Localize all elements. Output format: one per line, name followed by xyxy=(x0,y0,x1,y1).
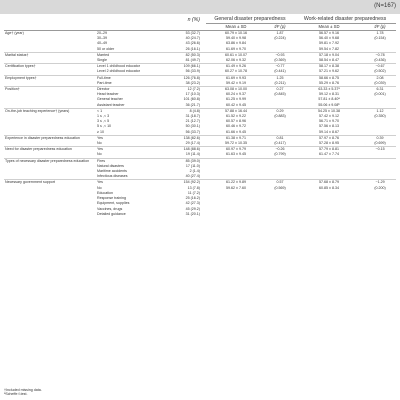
category-cell: Yes xyxy=(96,135,166,141)
work-tf-header: t/F (p) xyxy=(364,24,396,31)
general-tf-cell: −0.93 xyxy=(266,52,294,58)
work-tf-cell: (0.039) xyxy=(374,80,386,85)
work-tf-cell: 6.31 xyxy=(364,87,396,93)
general-mean-cell: 60.97 ± 9.79 xyxy=(206,147,266,153)
general-mean-cell: 62.06 ± 9.32 xyxy=(226,58,246,63)
work-mean-cell: 60.85 ± 8.34 xyxy=(319,185,339,190)
work-mean-cell: 55.06 ± 9.08ᵇ xyxy=(318,102,340,107)
general-mean-cell: 63.86 ± 9.84 xyxy=(226,41,246,46)
category-cell: 1 ≤ ,< 3 xyxy=(97,114,110,119)
col-n-pct-header: n (%) xyxy=(187,16,200,23)
category-cell: Equipment, supplies xyxy=(97,201,130,206)
n-pct-cell: 42 (27.3) xyxy=(185,201,200,206)
general-mean-cell: 61.63 ± 9.45 xyxy=(226,152,246,157)
variable-cell: Marital status† xyxy=(4,52,96,58)
work-mean-cell: 57.97 ± 8.76 xyxy=(294,135,364,141)
category-cell: No xyxy=(97,185,102,190)
category-cell: Level 1 childhood educator xyxy=(96,64,166,70)
general-mean-cell: 61.69 ± 9.70 xyxy=(226,46,246,51)
category-cell: 50 or older xyxy=(97,46,115,51)
work-mean-cell: 59.12 ± 8.31 xyxy=(319,92,339,97)
work-mean-cell: 55.29 ± 8.76 xyxy=(319,80,339,85)
general-mean-cell: 60.46 ± 9.72 xyxy=(226,124,246,129)
work-mean-cell: 57.21 ± 9.62 xyxy=(319,69,339,74)
category-cell: Full-time xyxy=(96,75,166,81)
work-tf-cell: (0.001) xyxy=(374,92,386,97)
work-tf-cell: (0.699) xyxy=(374,141,386,146)
general-tf-cell xyxy=(266,212,294,217)
category-cell: Level 2 childhood educator xyxy=(97,69,140,74)
n-pct-cell: 138 (82.6) xyxy=(166,135,206,141)
general-mean-cell: 60.57 ± 8.96 xyxy=(226,119,246,124)
n-pct-cell: 29 (17.4) xyxy=(185,141,200,146)
general-mean-cell: 59.42 ± 9.19 xyxy=(226,80,246,85)
general-mean-cell: 60.27 ± 10.78 xyxy=(225,69,247,74)
category-cell: Detailed guidance xyxy=(97,211,126,216)
variable-cell: Experience in disaster preparedness education xyxy=(4,135,96,141)
work-mean-cell: 59.14 ± 8.67 xyxy=(319,129,339,134)
n-pct-cell: 148 (88.6) xyxy=(166,147,206,153)
n-pct-cell: 2 (1.4) xyxy=(189,169,200,174)
work-mean-cell: 57.18 ± 9.04 xyxy=(294,52,364,58)
general-mean-cell: 59.72 ± 10.35 xyxy=(225,141,247,146)
work-tf-cell: (0.200) xyxy=(374,185,386,190)
category-cell: Married xyxy=(96,52,166,58)
n-pct-cell: 40 (24.7) xyxy=(185,36,200,41)
general-tf-cell: 1.25 xyxy=(266,75,294,81)
work-mean-cell: 58.66 ± 8.75 xyxy=(294,75,364,81)
n-pct-cell: 56 (33.7) xyxy=(185,129,200,134)
general-mean-cell: 60.79 ± 10.16 xyxy=(206,31,266,37)
general-tf-cell: (0.224) xyxy=(274,36,286,41)
n-pct-cell: 38 (23.2) xyxy=(185,80,200,85)
col-category-header xyxy=(96,16,166,24)
general-tf-cell: (0.845) xyxy=(274,92,286,97)
general-mean-sd-header: Mean ± SD xyxy=(206,24,266,31)
work-mean-cell: 57.81 ± 8.40ᵃ xyxy=(318,97,340,102)
general-tf-cell: 0.57 xyxy=(266,180,294,186)
n-pct-cell: 109 (66.1) xyxy=(166,64,206,70)
n-pct-cell: 8 (4.8) xyxy=(166,108,206,114)
work-mean-cell: 58.54 ± 8.47 xyxy=(319,58,339,63)
work-tf-cell: −0.15 xyxy=(364,147,396,153)
category-cell: Vaccines, drugs xyxy=(97,206,123,211)
group-work-header: Work-related disaster preparedness xyxy=(303,16,387,22)
work-mean-cell: 57.28 ± 8.95 xyxy=(319,141,339,146)
n-pct-cell: 154 (92.2) xyxy=(166,180,206,186)
n-pct-cell: 53 (32.7) xyxy=(166,31,206,37)
category-cell: Response training xyxy=(97,196,126,201)
n-pct-cell: 43 (26.6) xyxy=(185,41,200,46)
work-tf-cell: (0.350) xyxy=(374,114,386,119)
n-pct-cell: 26 (16.1) xyxy=(185,46,200,51)
n-pct-cell: 13 (7.8) xyxy=(187,185,200,190)
general-tf-cell: −0.26 xyxy=(266,147,294,153)
work-tf-cell: 2.08 xyxy=(364,75,396,81)
n-pct-cell: 40 (27.4) xyxy=(185,174,200,179)
category-cell: Yes xyxy=(96,180,166,186)
variable-cell xyxy=(4,212,96,217)
general-mean-cell: 61.49 ± 9.26 xyxy=(206,64,266,70)
variable-cell: Types of necessary disaster preparedness education xyxy=(4,158,96,164)
general-tf-cell: 0.27 xyxy=(266,87,294,93)
category-cell: ≥ 10 xyxy=(97,129,104,134)
category-cell: General teacher xyxy=(97,97,123,102)
n-pct-cell: 56 (33.9) xyxy=(185,69,200,74)
category-cell: Single xyxy=(97,58,107,63)
variable-cell: Age† (year) xyxy=(4,31,96,37)
variable-cell: Position† xyxy=(4,87,96,93)
general-tf-cell: −0.77 xyxy=(266,64,294,70)
general-mean-cell: 63.08 ± 10.00 xyxy=(206,87,266,93)
col-variable-header xyxy=(4,16,96,24)
general-tf-cell: (0.883) xyxy=(274,114,286,119)
work-tf-cell: 0.39 xyxy=(364,135,396,141)
n-pct-cell: 11 (7.2) xyxy=(187,190,200,195)
footnote-missing: †Included missing data. xyxy=(4,388,42,392)
general-mean-cell: 61.25 ± 9.99 xyxy=(226,97,246,102)
category-cell: 20–29 xyxy=(96,31,166,37)
n-pct-cell: 12 (7.2) xyxy=(166,87,206,93)
category-cell: Assistant teacher xyxy=(97,102,125,107)
work-mean-cell: 63.33 ± 5.37ᵃ xyxy=(294,87,364,93)
work-mean-cell: 57.56 ± 8.13 xyxy=(319,124,339,129)
work-tf-cell: −0.67 xyxy=(364,64,396,70)
work-tf-cell: 1.12 xyxy=(364,108,396,114)
general-tf-cell: (0.211) xyxy=(274,80,286,85)
work-mean-cell: 57.68 ± 8.79 xyxy=(294,180,364,186)
general-tf-cell: (0.569) xyxy=(274,185,286,190)
work-mean-cell: 59.81 ± 7.92 xyxy=(319,41,339,46)
general-mean-cell: 59.40 ± 9.98 xyxy=(226,36,246,41)
work-mean-cell: 61.47 ± 7.74 xyxy=(319,152,339,157)
category-cell: Head teacher xyxy=(97,92,119,97)
work-mean-cell: 54.25 ± 10.38 xyxy=(294,108,364,114)
category-cell: 5 ≤ ,< 10 xyxy=(97,124,112,129)
general-mean-cell: 60.61 ± 10.07 xyxy=(206,52,266,58)
n-pct-cell: 31 (20.1) xyxy=(185,211,200,216)
work-tf-cell: 1.78 xyxy=(364,31,396,37)
category-cell: Fires xyxy=(96,158,166,164)
general-mean-cell xyxy=(206,212,266,217)
category-cell: Natural disasters xyxy=(97,163,124,168)
n-pct-cell: 82 (50.3) xyxy=(166,52,206,58)
general-tf-header: t/F (p) xyxy=(266,24,294,31)
n-pct-cell: 17 (11.0) xyxy=(185,163,200,168)
category-cell: No xyxy=(97,141,102,146)
work-tf-cell: −1.29 xyxy=(364,180,396,186)
n-pct-cell: 25 (16.2) xyxy=(185,196,200,201)
variable-cell: Need for disaster preparedness education xyxy=(4,147,96,153)
category-cell: Part-time xyxy=(97,80,112,85)
work-mean-cell: 57.42 ± 9.12 xyxy=(319,114,339,119)
sample-size-label: (N=167) xyxy=(374,3,396,9)
category-cell: 30–39 xyxy=(97,36,107,41)
general-mean-cell: 57.88 ± 16.44 xyxy=(206,108,266,114)
category-cell: Education xyxy=(97,190,113,195)
work-mean-cell: 56.71 ± 9.70 xyxy=(319,119,339,124)
general-tf-cell: 0.29 xyxy=(266,108,294,114)
category-cell: 3 ≤ ,< 5 xyxy=(97,119,110,124)
work-mean-cell: 56.40 ± 9.68 xyxy=(319,36,339,41)
n-pct-cell: 45 (29.2) xyxy=(185,206,200,211)
table-row xyxy=(4,212,396,217)
work-tf-cell: −0.78 xyxy=(364,52,396,58)
work-mean-sd-header: Mean ± SD xyxy=(294,24,364,31)
work-tf-cell: (0.436) xyxy=(374,58,386,63)
work-tf-cell: (0.502) xyxy=(374,69,386,74)
work-mean-cell: 56.57 ± 9.16 xyxy=(294,31,364,37)
work-tf-cell xyxy=(364,212,396,217)
n-pct-cell: 50 (30.1) xyxy=(185,124,200,129)
general-tf-cell: (0.441) xyxy=(274,69,286,74)
general-mean-cell: 61.52 ± 9.22 xyxy=(226,114,246,119)
general-mean-cell: 59.62 ± 7.60 xyxy=(226,185,246,190)
work-mean-cell xyxy=(294,212,364,217)
general-tf-cell: (0.799) xyxy=(274,152,286,157)
footnotes xyxy=(4,388,42,397)
work-tf-cell: (0.154) xyxy=(374,36,386,41)
n-pct-cell: 101 (60.8) xyxy=(183,97,200,102)
category-cell: < 1 xyxy=(96,108,166,114)
n-pct-cell: 17 (10.3) xyxy=(185,92,200,97)
category-cell: Yes xyxy=(96,147,166,153)
results-table xyxy=(4,16,396,217)
general-tf-cell: 0.81 xyxy=(266,135,294,141)
general-mean-cell: 61.69 ± 9.93 xyxy=(206,75,266,81)
variable-cell: Employment types† xyxy=(4,75,96,81)
n-pct-cell: 81 (49.7) xyxy=(185,58,200,63)
n-pct-cell: 85 (39.0) xyxy=(166,158,206,164)
category-cell: Maritime accidents xyxy=(97,169,127,174)
table-body xyxy=(4,31,396,217)
general-tf-cell: (0.369) xyxy=(274,58,286,63)
work-mean-cell: 59.54 ± 7.82 xyxy=(319,46,339,51)
work-mean-cell: 57.79 ± 8.81 xyxy=(294,147,364,153)
group-general-header: General disaster preparedness xyxy=(214,16,286,22)
n-pct-cell: 36 (21.7) xyxy=(185,102,200,107)
general-mean-cell: 60.42 ± 9.45 xyxy=(226,102,246,107)
n-pct-cell: 19 (11.4) xyxy=(185,152,200,157)
category-cell: Director xyxy=(96,87,166,93)
category-cell: Infectious diseases xyxy=(97,174,128,179)
category-cell: No xyxy=(97,152,102,157)
general-mean-cell: 61.22 ± 9.89 xyxy=(206,180,266,186)
general-tf-cell: 1.87 xyxy=(266,31,294,37)
general-mean-cell: 61.38 ± 9.71 xyxy=(206,135,266,141)
category-cell: 40–49 xyxy=(97,41,107,46)
n-pct-cell: 21 (12.7) xyxy=(185,119,200,124)
general-tf-cell: (0.417) xyxy=(274,141,286,146)
general-mean-cell: 60.24 ± 9.37 xyxy=(226,92,246,97)
variable-cell: Certification types† xyxy=(4,64,96,70)
variable-cell: Necessary government support xyxy=(4,180,96,186)
variable-cell: On-the-job teaching experience† (years) xyxy=(4,108,96,114)
work-mean-cell: 58.17 ± 8.38 xyxy=(294,64,364,70)
footnote-scheffe: ᵃScheffe f-test. xyxy=(4,392,28,397)
general-mean-cell: 61.66 ± 9.45 xyxy=(226,129,246,134)
n-pct-cell: 126 (76.8) xyxy=(166,75,206,81)
n-pct-cell: 31 (18.7) xyxy=(185,114,200,119)
table-header-bar xyxy=(0,0,400,14)
